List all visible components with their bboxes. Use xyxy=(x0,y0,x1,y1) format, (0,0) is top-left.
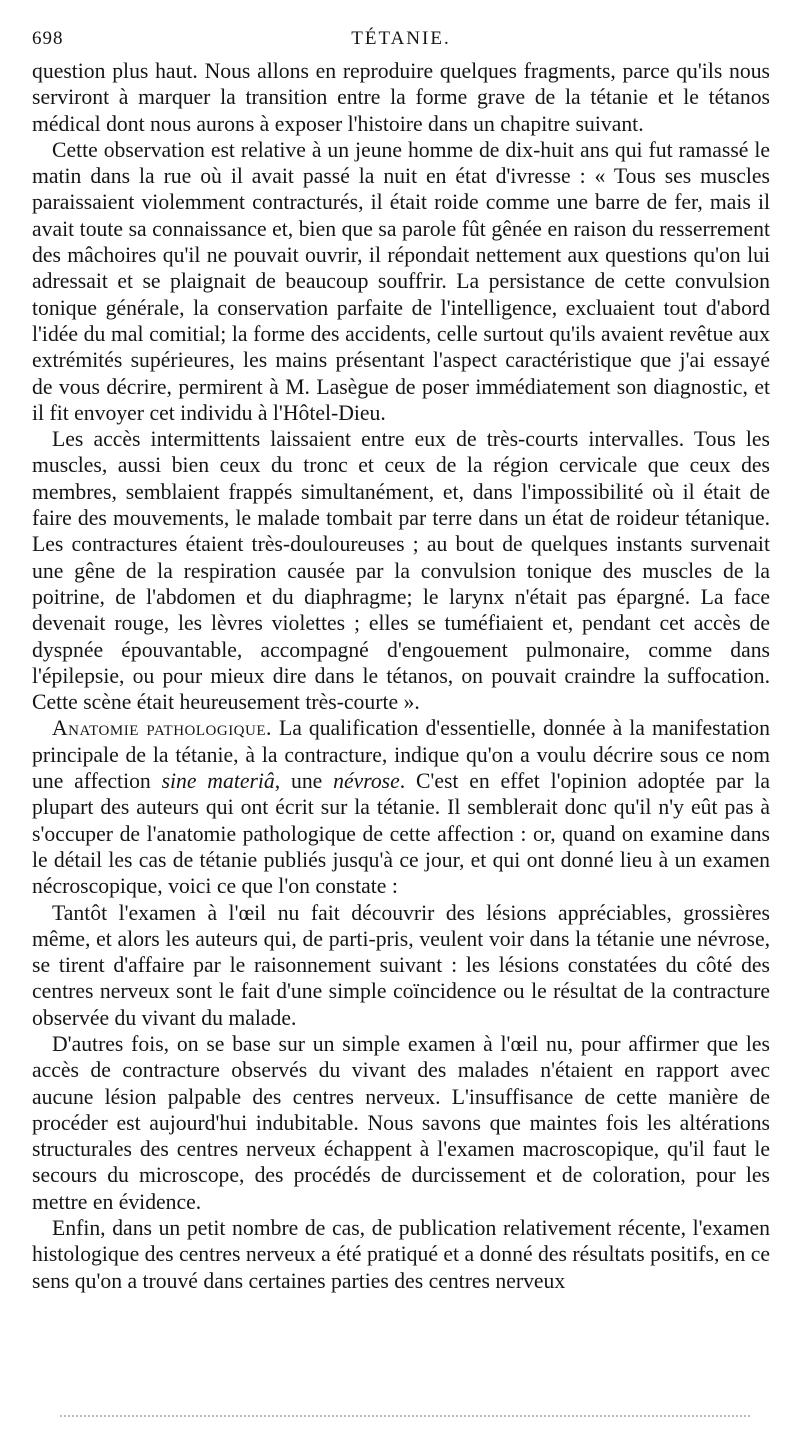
section-heading-anatomie-pathologique: Anatomie pathologique. xyxy=(52,716,272,741)
paragraph-7: Enfin, dans un petit nombre de cas, de publication relativement récente, l'examen histologique des centres nerveux a été pratiqué et a donné des résultats positifs, en ce sens qu'on a trouvé dans certaines parties des centres nerveux xyxy=(32,1216,770,1293)
paragraph-4-text-b: , une xyxy=(274,769,334,794)
running-title: TÉTANIE. xyxy=(351,28,451,49)
paragraph-4-text-a: La qualification d'essentielle, donnée à la manifestation principale de la tétanie, à la contracture, indique qu'on a voulu décrire sous ce nom une affection xyxy=(32,716,770,794)
running-head xyxy=(32,28,770,58)
paragraph-5: Tantôt l'examen à l'œil nu fait découvrir des lésions appréciables, grossières même, et alors les auteurs qui, de parti-pris, veulent voir dans la tétanie une névrose, se tirent d'affaire par le raisonnement suivant : les lésions constatées du côté des centres nerveux sont le fait d'une simple coïncidence ou le résultat de la contracture observée du vivant du malade. xyxy=(32,900,770,1030)
paragraph-4-italic-nevrose: névrose xyxy=(333,769,400,794)
paragraph-4-italic-sine-materia: sine materiâ xyxy=(161,769,275,794)
footer-dotted-rule xyxy=(60,1415,750,1421)
paragraph-4 xyxy=(32,715,770,899)
paragraph-2: Cette observation est relative à un jeune homme de dix-huit ans qui fut ramassé le matin dans la rue où il avait passé la nuit en état d'ivresse : « Tous ses muscles paraissaient violemment contracturés, il était roide comme une barre de fer, mais il avait toute sa connaissance et, bien que sa parole fût gênée en raison du resserrement des mâchoires qu'il ne pouvait ouvrir, il répondait nettement aux questions qu'on lui adressait et se plaignait de beaucoup souffrir. La persistance de cette convulsion tonique générale, la conservation parfaite de l'intelligence, excluaient tout d'abord l'idée du mal comitial; la forme des accidents, celle surtout qu'ils avaient revêtue aux extrémités supérieures, les mains présentant l'aspect caractéristique que j'ai essayé de vous décrire, permirent à M. Lasègue de poser immédiatement son diagnostic, et il fit envoyer cet individu à l'Hôtel-Dieu. xyxy=(32,137,770,425)
paragraph-6: D'autres fois, on se base sur un simple examen à l'œil nu, pour affirmer que les accès de contracture observés du vivant des malades n'étaient en rapport avec aucune lésion palpable des centres nerveux. L'insuffisance de cette manière de procéder est aujourd'hui indubitable. Nous savons que maintes fois les altérations structurales des centres nerveux échappent à l'examen macroscopique, qu'il faut le secours du microscope, des procédés de durcissement et de coloration, pour les mettre en évidence. xyxy=(32,1031,770,1214)
page-number: 698 xyxy=(32,28,64,49)
paragraph-1: question plus haut. Nous allons en reproduire quelques fragments, parce qu'ils nous serviront à marquer la transition entre la forme grave de la tétanie et le tétanos médical dont nous aurons à exposer l'histoire dans un chapitre suivant. xyxy=(32,59,770,136)
paragraph-4-text-c: . C'est en effet l'opinion adoptée par la plupart des auteurs qui ont écrit sur la tétanie. Il semblerait donc qu'il n'y eût pas à s'occuper de l'anatomie pathologique de cette affection : or, quand on examine dans le détail les cas de tétanie publiés jusqu'à ce jour, et qui ont donné lieu à un examen nécroscopique, voici ce que l'on constate : xyxy=(32,769,770,899)
paragraph-3: Les accès intermittents laissaient entre eux de très-courts intervalles. Tous les muscles, aussi bien ceux du tronc et ceux de la région cervicale que ceux des membres, semblaient frappés simultanément, et, dans l'impossibilité où il était de faire des mouvements, le malade tombait par terre dans un état de roideur tétanique. Les contractures étaient très-douloureuses ; au bout de quelques instants survenait une gêne de la respiration causée par la convulsion tonique des muscles de la poitrine, de l'abdomen et du diaphragme; le larynx n'était pas épargné. La face devenait rouge, les lèvres violettes ; elles se tuméfiaient et, pendant cet accès de dyspnée épouvantable, accompagné d'engouement pulmonaire, comme dans l'épilepsie, ou pour mieux dire dans le tétanos, on pouvait craindre la suffocation. Cette scène était heureusement très-courte ». xyxy=(32,427,770,715)
body-text xyxy=(32,58,770,1294)
book-page xyxy=(32,28,770,1294)
